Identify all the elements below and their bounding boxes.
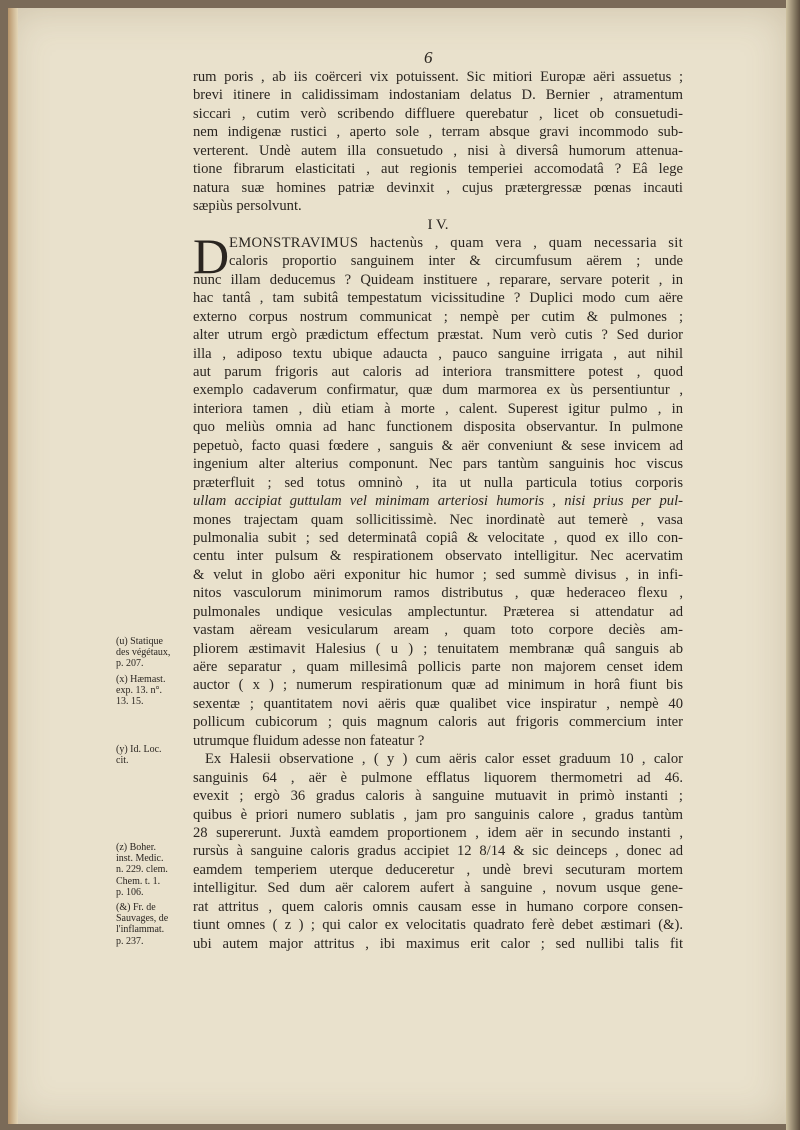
text-line: pepetuò, facto quasi fœdere , sanguis & aër conveniunt & sese invicem ad: [193, 437, 683, 454]
text-line: EMONSTRAVIMUS hactenùs , quam vera , quam necessaria sit: [229, 234, 683, 251]
text-line: illa , adiposo textu ubique adaucta , pauco sanguine irrigata , aut nihil: [193, 345, 683, 362]
note-line: Chem. t. 1.: [116, 875, 161, 887]
margin-note-u-x: [116, 636, 186, 711]
text-line: tione fibrarum elasticitati , aut regionis temperiei accomodatâ ? Eâ lege: [193, 161, 683, 178]
text-line: aut parum frigoris aut caloris ad interiora transmittere potest , quod: [193, 364, 683, 380]
text-line: pulmonales undique vesiculas amplectuntur. Præterea si attendatur ad: [193, 603, 683, 620]
note-line: (x) Hæmast.: [116, 673, 166, 685]
text-line: evexit ; ergò 36 gradus caloris à sanguine mutuavit in primò instanti ;: [193, 788, 683, 805]
text-line: caloris proportio sanguinem inter & circumfusum aërem ; unde: [229, 253, 683, 270]
note-line: n. 229. clem.: [116, 864, 168, 876]
text-line: sexentæ ; quantitatem novi aëris quæ qualibet vice inspiratur , nempè 40: [193, 695, 683, 712]
text-line: brevi itinere in calidissimam indostaniam delatus D. Bernier , atramentum: [193, 87, 683, 104]
text-line: sæpiùs persolvunt.: [193, 198, 302, 215]
page-number: 6: [424, 48, 433, 67]
footnote-u: [116, 636, 186, 670]
note-line: Sauvages, de: [116, 913, 169, 925]
text-line: pliorem æstimavit Halesius ( u ) ; tenuitatem membranæ quâ sanguis ab: [193, 640, 683, 657]
text-line: mones trajectam quam sollicitissimè. Nec inordinatè aut temerè , vasa: [193, 511, 683, 528]
text-line: quibus è priori numero sublatis , jam pro sanguinis calore , gradus tantùm: [193, 806, 683, 823]
note-line: des végétaux,: [116, 647, 171, 659]
note-line: (u) Statique: [116, 636, 163, 647]
note-line: inst. Medic.: [116, 853, 164, 865]
text-line: nitos vasculorum minimorum ramos distributus , quæ hederaceo flexu ,: [193, 585, 683, 602]
note-line: 13. 15.: [116, 696, 144, 708]
text-line: rum poris , ab iis coërceri vix potuissent. Sic mitiori Europæ aëri assuetus ;: [193, 69, 683, 85]
paragraph-2: [193, 227, 683, 750]
text-line: ullam accipiat guttulam vel minimam arteriosi humoris , nisi prius per pul-: [193, 493, 683, 510]
text-line: interiora tamen , diù etiam à morte , calent. Superest igitur pulmo , in: [193, 400, 683, 417]
page-fore-edge: [786, 0, 800, 1130]
text-line: tiunt omnes ( z ) ; qui calor ex velocitatis quadrato ferè debet æstimari (&).: [193, 917, 683, 934]
text-line: 28 supererunt. Juxtà eamdem proportionem , idem aër in secundo instanti ,: [193, 824, 683, 841]
text-line: pulmonalia subit ; sed determinatâ copiâ & velocitate , quod ex illo con-: [193, 529, 683, 546]
note-line: p. 106.: [116, 886, 144, 898]
paragraph-3: [193, 750, 683, 953]
section-heading: I V.: [427, 216, 449, 233]
text-line: rat attritus , quem caloris omnis causam esse in humano corpore consen-: [193, 898, 683, 915]
text-line: alter utrum ergò prædictum effectum præstat. Num verò cutis ? Sed durior: [193, 327, 683, 344]
text-line: quo meliùs omnia ad hanc functionem disposita observantur. In pulmone: [193, 419, 683, 436]
note-line: p. 237.: [116, 935, 144, 947]
footnote-z: [116, 842, 186, 898]
text-line: exemplo cadaverum confirmatur, quæ dum marmorea ex ùs persentiuntur ,: [193, 382, 683, 399]
text-line: & velut in globo aëri exponitur hic humor ; sed summè divisus , in infi-: [193, 566, 683, 583]
text-line: Ex Halesii observatione , ( y ) cum aëris calor esset graduum 10 , calor: [205, 751, 683, 768]
page-binding-edge: [8, 8, 18, 1124]
text-line: ubi autem major attritus , ibi maximus erit calor ; sed nullibi talis fit: [193, 935, 683, 952]
text-line: sanguinis 64 , aër è pulmone efflatus liquorem thermometri ad 46.: [193, 769, 683, 786]
note-line: (z) Boher.: [116, 842, 156, 853]
text-line: externo corpus nostrum communicat ; nempè per cutim & pulmones ;: [193, 308, 683, 325]
note-line: p. 207.: [116, 658, 144, 670]
text-line: ingenium alter alterius componunt. Nec pars tantùm sanguinis hoc viscus: [193, 456, 683, 473]
text-line: intelligitur. Sed dum aër calorem aufert à sanguine , novum usque gene-: [193, 880, 683, 897]
text-line: nem indigenæ rustici , aperto sole , terram absque gravi incommodo sub-: [193, 124, 683, 141]
text-line: utrumque fluidum adesse non fateatur ?: [193, 732, 425, 749]
text-line: præterfluit ; sed totus omninò , ita ut nulla particula totius corporis: [193, 474, 683, 491]
text-line: eamdem temperiem uterque deduceretur , undè brevi secuturam mortem: [193, 861, 683, 878]
margin-note-y: [116, 744, 186, 770]
text-line: hac tantâ , tam subitâ tempestatum vicissitudine ? Duplici modo cum aëre: [193, 290, 683, 307]
drop-cap: D: [193, 227, 230, 284]
text-line: verterent. Undè autem illa consuetudo , nisi à diversâ humorum attenua-: [193, 142, 683, 159]
text-line: rursùs à sanguine caloris gradus accipiet 12 8/14 & sic deinceps , donec ad: [193, 843, 683, 860]
margin-note-z-amp: [116, 842, 186, 951]
text-line: vastam aëream vesicularum aream , quam toto corpore deciès am-: [193, 622, 683, 639]
text-line: pollicum cubicorum ; quis magnum caloris aut frigoris commercium inter: [193, 714, 683, 731]
note-line: (y) Id. Loc.: [116, 744, 162, 755]
text-line: auctor ( x ) ; numerum respirationum quæ ad minimum in horâ fiunt bis: [193, 677, 683, 694]
text-line: nunc illam deducemus ? Quideam instituere , reparare, servare poterit , in: [193, 271, 683, 288]
text-line: centu inter pulsum & respirationem observato intelligitur. Nec acervatim: [193, 548, 683, 565]
footnote-x: [116, 674, 186, 708]
text-line: natura suæ homines patriæ devinxit , cujus prætergressæ pœnas incauti: [193, 179, 683, 196]
note-line: l'inflammat.: [116, 924, 165, 936]
footnote-amp: [116, 902, 186, 947]
body-text: [193, 68, 683, 953]
note-line: exp. 13. n°.: [116, 684, 162, 696]
note-line: cit.: [116, 755, 129, 767]
text-line: siccari , cutim verò scribendo diffluere querebatur , licet ob consuetudi-: [193, 105, 683, 122]
note-line: (&) Fr. de: [116, 902, 156, 914]
text-line: aëre separatur , quam millesimâ pollicis parte non majorem censet idem: [193, 659, 683, 675]
footnote-y: [116, 744, 186, 766]
paragraph-1: [193, 68, 683, 216]
